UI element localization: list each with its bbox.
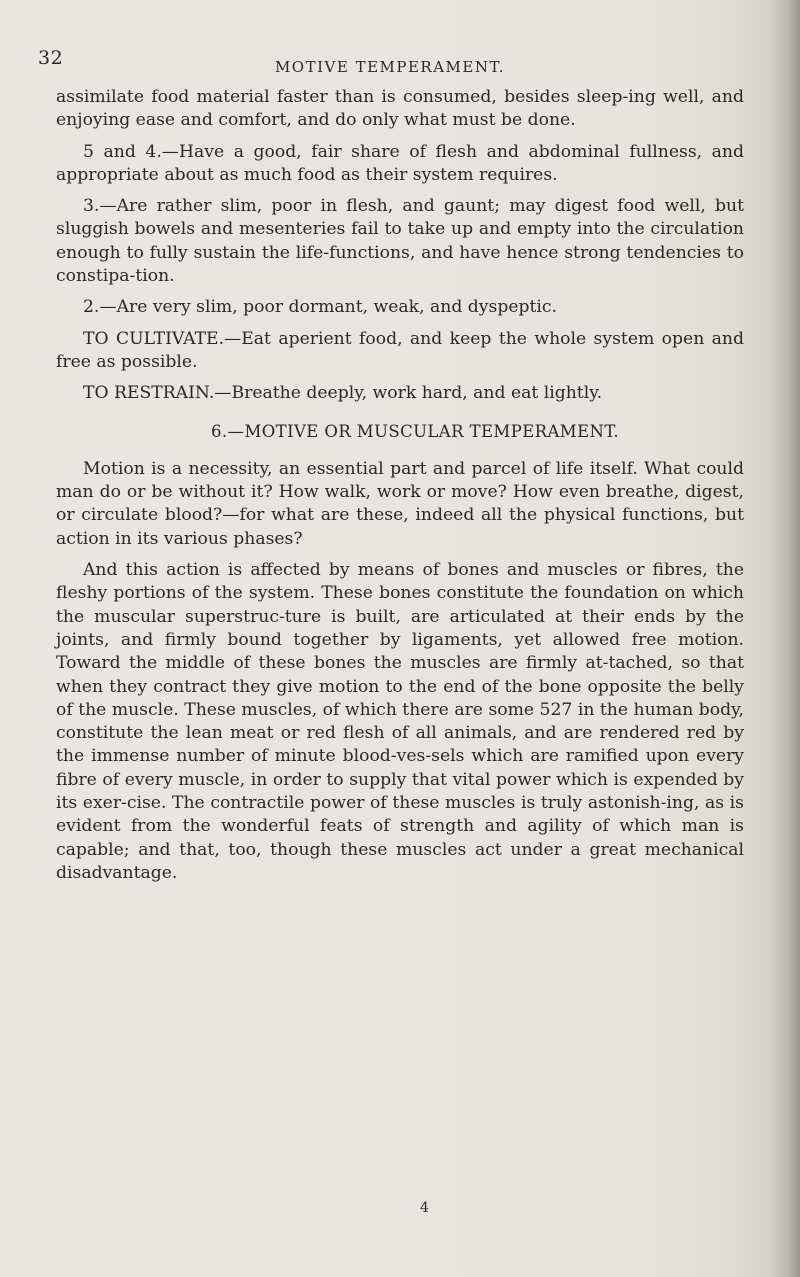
running-head: MOTIVE TEMPERAMENT. <box>274 58 506 76</box>
signature-mark: 4 <box>420 1200 429 1216</box>
paragraph-continuation: assimilate food material faster than is consumed, besides sleep-ing well, and enjoying ease and comfort, and do only what must be done. <box>56 87 744 131</box>
page-edge-shadow <box>770 0 800 1277</box>
paragraph-to-cultivate: TO CULTIVATE.—Eat aperient food, and keep the whole system open and free as possible. <box>56 328 744 372</box>
paragraph-level-3: 3.—Are rather slim, poor in flesh, and gaunt; may digest food well, but sluggish bowels and mesenteries fail to take up and empty into the circulation enough to fully sustain the life-functions, and have hence strong tendencies to constipa-tion. <box>56 196 744 287</box>
section-heading: 6.—MOTIVE OR MUSCULAR TEMPERAMENT. <box>211 421 619 441</box>
page-number: 32 <box>38 47 64 69</box>
paragraph-motion: Motion is a necessity, an essential part and parcel of life itself. What could man do or be without it? How walk, work or move? How even breathe, digest, or circulate blood?—for what are these, indeed all the physical functions, but action in its various phases? <box>56 458 744 549</box>
paragraph-level-5-and-4: 5 and 4.—Have a good, fair share of flesh and abdominal fullness, and appropriate about as much food as their system requires. <box>56 141 744 185</box>
paragraph-bones-and-muscles: And this action is affected by means of bones and muscles or fibres, the fleshy portions of the system. These bones constitute the foundation on which the muscular superstruc-ture is built, are articulated at their ends by the joints, and firmly bound together by ligaments, yet allowed free motion. Toward the middle of these bones the muscles are firmly at-tached, so that when they contract they give motion to the end of the bone opposite the belly of the muscle. These muscles, of which there are some 527 in the human body, constitute the lean meat or red flesh of all animals, and are rendered red by the immense number of minute blood-ves-sels which are ramified upon every fibre of every muscle, in order to supply that vital power which is expended by its exer-cise. The contractile power of these muscles is truly astonish-ing, as is evident from the wonderful feats of strength and agility of which man is capable; and that, too, though these muscles act under a great mechanical disadvantage. <box>56 560 744 883</box>
paragraph-level-2: 2.—Are very slim, poor dormant, weak, and dyspeptic. <box>83 297 558 318</box>
paragraph-to-restrain: TO RESTRAIN.—Breathe deeply, work hard, and eat lightly. <box>83 383 603 404</box>
text-block <box>56 86 744 885</box>
